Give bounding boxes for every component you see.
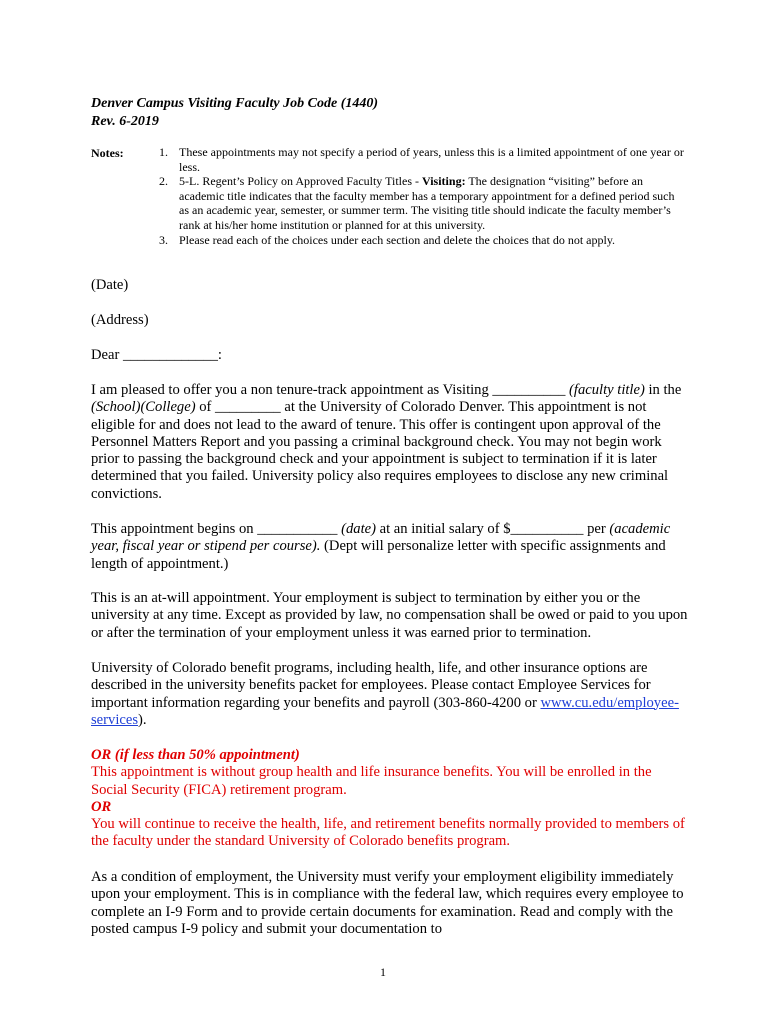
benefits-paragraph [91,660,691,729]
notes-label: Notes: [91,146,124,160]
note-item [159,174,684,232]
note-text-pre: 5-L. Regent’s Policy on Approved Faculty Titles - [179,174,422,189]
offer-text: of _________ at the University of Colorado Denver. This appointment is not eligible for and does not lead to the award of tenure. This offer is contingent upon approval of the Personnel Matters Report and you passing a criminal background check. You may not begin work prior to passing the background check and your appointment is subject to termination if it is later determined that you failed. University policy also requires employees to disclose any new criminal convictions. [91,399,669,502]
note-item [159,233,684,248]
or-heading: OR [91,798,112,815]
or-less-than-50-heading: OR (if less than 50% appointment) [91,747,300,763]
begins-text: This appointment begins on ___________ [91,521,342,537]
note-item [159,145,684,174]
offer-paragraph [91,382,691,503]
note-text: Please read each of the choices under each section and delete the choices that do not apply. [179,232,616,247]
notes-list [159,145,684,247]
at-will-paragraph: This is an at-will appointment. Your employment is subject to termination by either you or the university at any time. Except as provided by law, no compensation shall be owed or paid to you upon or after the termination of your employment unless it was earned prior to termination. [91,590,688,641]
note-text-bold: Visiting: [422,174,466,189]
address-placeholder: (Address) [91,312,149,328]
continue-benefits-text: You will continue to receive the health, life, and retirement benefits normally provided to members of the faculty under the standard University of Colorado benefits program. [91,816,685,850]
date-field: (date) [341,521,376,537]
note-number: 1. [159,145,168,159]
document-header [91,95,378,131]
start-salary-paragraph [91,521,691,573]
document-revision: Rev. 6-2019 [91,114,159,129]
school-college-field: (School)(College) [91,399,196,416]
note-number: 2. [159,174,168,189]
no-benefits-text: This appointment is without group health and life insurance benefits. You will be enrolled in the Social Security (FICA) retirement program. [91,764,652,798]
benefits-text: University of Colorado benefit programs, including health, life, and other insurance options are described in the university benefits packet for employees. Please contact Employee Services for important information regarding your benefits and payroll (303-860-4200 or [91,660,651,711]
page-number: 1 [380,965,386,979]
employee-services-link[interactable]: www.cu.edu/employee-services [91,694,679,728]
note-text-post: The designation “visiting” before an academic title indicates that the faculty member has a temporary appointment for a defined period such as an academic year, semester, or summer term. The visiting title should indicate the faculty member’s rank at his/her home institution or planned for at this university. [179,174,675,232]
faculty-title-field: (faculty title) [569,382,645,398]
benefit-options-block [91,747,691,851]
date-placeholder: (Date) [91,277,129,293]
note-text: These appointments may not specify a period of years, unless this is a limited appointment of one year or less. [179,145,684,174]
offer-text: in the [644,382,682,398]
document-title: Denver Campus Visiting Faculty Job Code (1440) [91,96,379,111]
benefits-text-end: ). [138,711,147,728]
offer-text: I am pleased to offer you a non tenure-track appointment as Visiting __________ [91,382,570,398]
salary-period-field: (academic year, fiscal year or stipend per course). [91,521,671,555]
i9-paragraph: As a condition of employment, the University must verify your employment eligibility immediately upon your employment. This is in compliance with the federal law, which requires every employee to complete an I-9 Form and to provide certain documents for examination. Read and comply with the posted campus I-9 policy and submit your documentation to [91,869,684,937]
note-number: 3. [159,232,168,247]
begins-text: (Dept will personalize letter with specific assignments and length of appointment.) [91,538,666,572]
begins-text: at an initial salary of $__________ per [375,521,610,537]
greeting: Dear _____________: [91,347,222,363]
